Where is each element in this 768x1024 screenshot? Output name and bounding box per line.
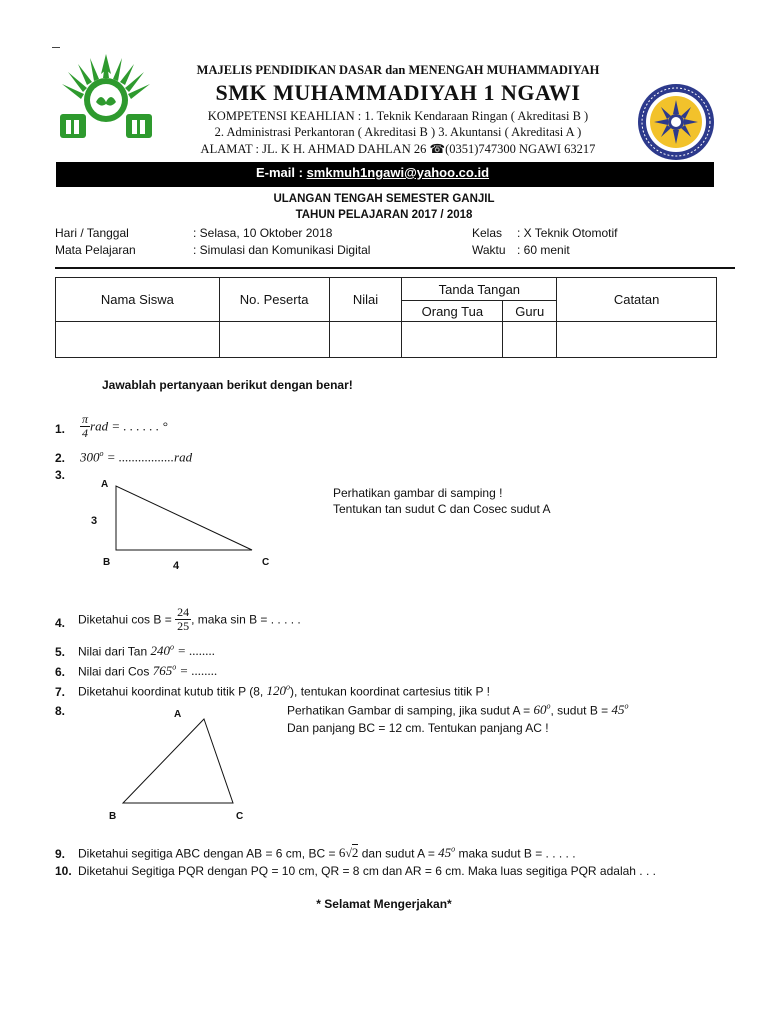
subject-label: Mata Pelajaran <box>55 243 136 257</box>
cell-guru[interactable] <box>503 322 557 358</box>
cell-catatan[interactable] <box>557 322 717 358</box>
header-nama-siswa: Nama Siswa <box>56 278 220 322</box>
header-guru: Guru <box>503 301 557 322</box>
cell-nilai[interactable] <box>329 322 402 358</box>
day-label: Hari / Tanggal <box>55 226 129 240</box>
phone-icon: ☎ <box>429 142 446 156</box>
q3-label-a: A <box>101 479 109 490</box>
cell-nama-siswa[interactable] <box>56 322 220 358</box>
q1-number: 1. <box>55 422 66 436</box>
q8-line-2: Dan panjang BC = 12 cm. Tentukan panjang AC ! <box>287 721 549 735</box>
q3-side-ab: 3 <box>91 515 98 527</box>
q8-line-1: Perhatikan Gambar di samping, jika sudut $A = 60^o$, sudut $B = 45^o$ <box>287 702 629 718</box>
q5-number: 5. <box>55 645 66 659</box>
competency-line-2: 2. Administrasi Perkantoran ( Akreditasi B ) 3. Akuntansi ( Akreditasi A ) <box>214 125 582 139</box>
org-name: MAJELIS PENDIDIKAN DASAR dan MENENGAH MUHAMMADIYAH <box>196 63 600 77</box>
header-nilai: Nilai <box>329 278 402 322</box>
exam-year: TAHUN PELAJARAN 2017 / 2018 <box>295 209 473 221</box>
closing-text: * Selamat Mengerjakan* <box>316 897 452 911</box>
divider-line <box>55 267 735 269</box>
q3-label-c: C <box>262 557 270 568</box>
class-label: Kelas <box>472 226 503 240</box>
q5-text: Nilai dari Tan $240^o$ = ........ <box>78 643 216 659</box>
q4-fraction: $\frac{24}{25}$ <box>177 605 190 633</box>
q9-number: 9. <box>55 847 66 861</box>
q2-number: 2. <box>55 451 66 465</box>
time-value: : 60 menit <box>517 243 570 257</box>
score-table <box>55 277 717 358</box>
q8-number: 8. <box>55 704 66 718</box>
header-tanda-tangan: Tanda Tangan <box>402 278 557 301</box>
header-catatan: Catatan <box>557 278 717 322</box>
q3-label-b: B <box>103 557 111 568</box>
q3-triangle <box>110 484 260 554</box>
q8-label-b: B <box>109 811 117 822</box>
address-line <box>163 141 633 157</box>
q10-number: 10. <box>55 864 72 878</box>
q3-line-1: Perhatikan gambar di samping ! <box>333 486 503 500</box>
q6-text: Nilai dari Cos $765^o$ = ........ <box>78 663 218 679</box>
q4-number: 4. <box>55 616 66 630</box>
class-value: : X Teknik Otomotif <box>517 226 618 240</box>
day-value: : Selasa, 10 Oktober 2018 <box>193 226 333 240</box>
q3-side-bc: 4 <box>173 560 180 572</box>
subject-value: : Simulasi dan Komunikasi Digital <box>193 243 371 257</box>
q1-fraction: $\frac{\pi}{4}$ <box>82 412 89 440</box>
q7-text: Diketahui koordinat kutub titik P (8, 120$^o$), tentukan koordinat cartesius titik P ! <box>78 683 490 699</box>
cell-no-peserta[interactable] <box>219 322 329 358</box>
instruction: Jawablah pertanyaan berikut dengan benar! <box>102 378 353 392</box>
q10-text: Diketahui Segitiga PQR dengan PQ = 10 cm, QR = 8 cm dan AR = 6 cm. Maka luas segitiga PQR adalah . . . <box>78 864 656 878</box>
q6-number: 6. <box>55 665 66 679</box>
header-no-peserta: No. Peserta <box>219 278 329 322</box>
email-bar <box>56 162 714 187</box>
q3-number: 3. <box>55 468 66 482</box>
q9-text: Diketahui segitiga ABC dengan AB = 6 cm, BC = 6√2 dan sudut $A = 45^o$ maka sudut B = . . . . . <box>78 845 576 861</box>
muhammadiyah-logo <box>54 52 158 142</box>
time-label: Waktu <box>472 243 506 257</box>
exam-title: ULANGAN TENGAH SEMESTER GANJIL <box>273 193 495 205</box>
address-prefix: ALAMAT : JL. K H. AHMAD DAHLAN 26 <box>200 142 430 156</box>
header-orang-tua: Orang Tua <box>402 301 503 322</box>
cell-orang-tua[interactable] <box>402 322 503 358</box>
q8-label-a: A <box>174 709 182 720</box>
corner-mark <box>52 47 60 48</box>
q8-label-c: C <box>236 811 244 822</box>
q8-triangle <box>118 716 238 806</box>
q3-line-2: Tentukan tan sudut C dan Cosec sudut A <box>333 502 551 516</box>
competency-line-1: KOMPETENSI KEAHLIAN : 1. Teknik Kendaraan Ringan ( Akreditasi B ) <box>207 109 589 123</box>
q2-text: $300^o = .................rad$ <box>80 449 193 465</box>
email-link[interactable]: smkmuh1ngawi@yahoo.co.id <box>306 165 490 180</box>
q7-number: 7. <box>55 685 66 699</box>
school-name: SMK MUHAMMADIYAH 1 NGAWI <box>215 80 581 105</box>
address-suffix: (0351)747300 NGAWI 63217 <box>445 142 596 156</box>
email-label: E-mail : <box>256 165 307 180</box>
q1-text: $\frac{\pi}{4}$ rad = . . . . . . ° <box>82 412 168 440</box>
school-seal <box>636 82 716 162</box>
q4-text: Diketahui cos B = $\frac{24}{25}$ , maka sin B = . . . . . <box>78 605 301 633</box>
